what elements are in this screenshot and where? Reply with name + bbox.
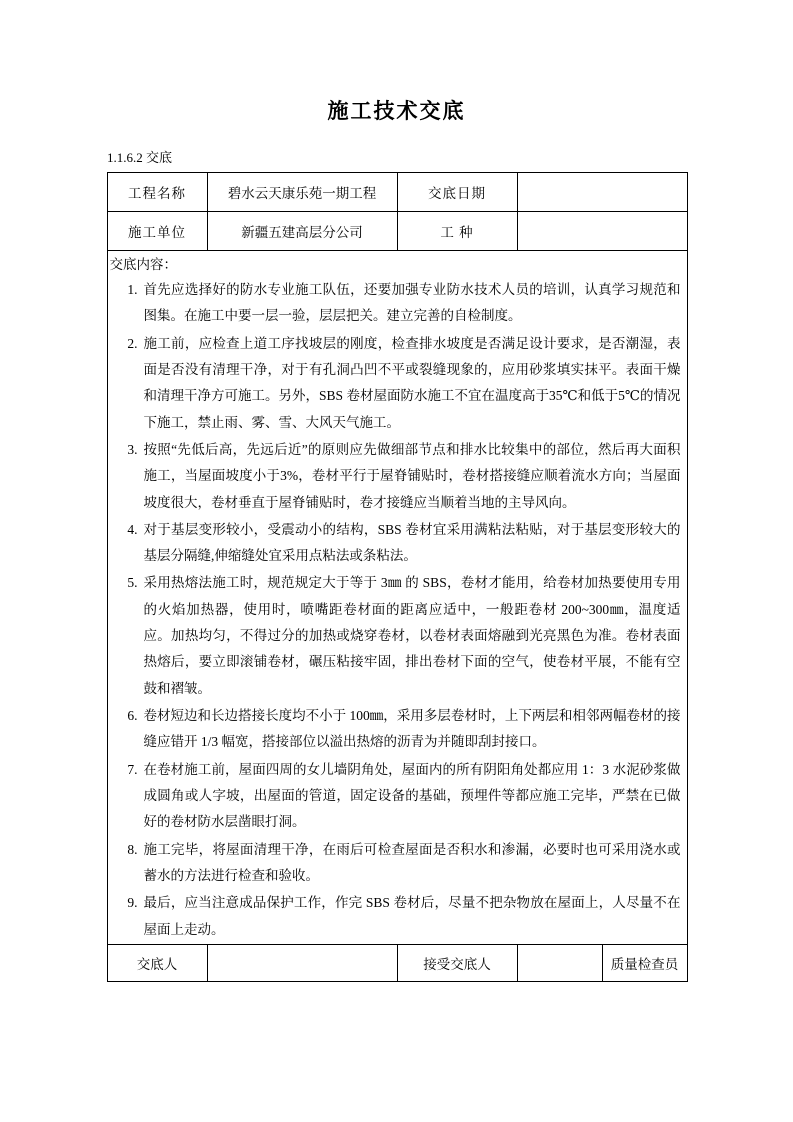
list-item-text: 在卷材施工前，屋面四周的女儿墙阴角处，屋面内的所有阴阳角处都应用 1：3 水泥砂浆做成圆角或人字坡，出屋面的管道，固定设备的基础，预埋件等都应施工完毕，严禁在已做好的卷材防水层凿眼打洞。	[143, 761, 681, 830]
value-briefer	[207, 944, 397, 981]
list-item-number: 3.	[127, 441, 138, 457]
list-item-number: 1.	[127, 282, 138, 297]
list-item-text: 首先应选择好的防水专业施工队伍，还要加强专业防水技术人员的培训，认真学习规范和图集。在施工中要一层一验，层层把关。建立完善的自检制度。	[143, 282, 681, 324]
list-item	[127, 837, 681, 890]
list-item	[127, 331, 681, 436]
label-briefing-date: 交底日期	[397, 173, 517, 212]
list-item	[127, 570, 681, 702]
label-quality-inspector: 质量检查员	[602, 944, 687, 981]
list-item-number: 8.	[127, 841, 138, 857]
list-item-text: 按照“先低后高，先远后近”的原则应先做细部节点和排水比较集中的部位，然后再大面积施工，当屋面坡度小于3%，卷材平行于屋脊铺贴时，卷材搭接缝应顺着流水方向；当屋面坡度很大，卷材垂直于屋脊铺贴时，卷才接缝应当顺着当地的主导风向。	[143, 441, 681, 510]
value-project-name: 碧水云天康乐苑一期工程	[207, 173, 397, 212]
list-item-text: 最后，应当注意成品保护工作，作完 SBS 卷材后，尽量不把杂物放在屋面上，人尽量不在屋面上走动。	[143, 895, 681, 937]
main-table	[107, 172, 688, 982]
label-receiver: 接受交底人	[397, 944, 517, 981]
list-item-number: 2.	[127, 335, 138, 351]
list-item	[127, 437, 681, 516]
list-item	[127, 517, 681, 570]
label-work-type: 工 种	[397, 212, 517, 251]
label-project-name: 工程名称	[107, 173, 207, 212]
list-item-text: 施工前，应检查上道工序找坡层的刚度，检查排水坡度是否满足设计要求，是否潮湿，表面是否没有清理干净，对于有孔洞凸凹不平或裂缝现象的，应用砂浆填实抹平。表面干燥和清理干净方可施工。另外，SBS 卷材屋面防水施工不宜在温度高于35℃和低于5℃的情况下施工，禁止雨、雾、雪、大风天气施工。	[143, 335, 681, 430]
list-item	[127, 277, 681, 330]
value-work-type	[517, 212, 687, 251]
label-construction-unit: 施工单位	[107, 212, 207, 251]
list-item-number: 5.	[127, 575, 138, 591]
label-briefer: 交底人	[107, 944, 207, 981]
table-row-signatures	[107, 944, 687, 981]
section-label: 1.1.6.2 交底	[107, 150, 173, 165]
content-cell	[107, 251, 687, 945]
list-item-text: 卷材短边和长边搭接长度均不小于 100㎜，采用多层卷材时，上下两层和相邻两幅卷材的接缝应错开 1/3 幅宽，搭接部位以溢出热熔的沥青为并随即刮封接口。	[143, 708, 681, 750]
value-receiver	[517, 944, 602, 981]
list-item	[127, 757, 681, 836]
list-item-number: 7.	[127, 761, 138, 777]
list-item	[127, 703, 681, 756]
page-title: 施工技术交底	[327, 100, 466, 123]
list-item-text: 对于基层变形较小，受震动小的结构，SBS 卷材宜采用满粘法粘贴，对于基层变形较大的基层分隔缝,伸缩缝处宜采用点粘法或条粘法。	[143, 521, 681, 564]
content-heading: 交底内容：	[109, 257, 177, 272]
table-row-unit	[107, 212, 687, 251]
list-item-text: 采用热熔法施工时，规范规定大于等于 3㎜ 的 SBS，卷材才能用，给卷材加热要使用专用的火焰加热器，使用时，喷嘴距卷材面的距离应适中，一般距卷材 200~300㎜，温度适应。加热均匀，不得过分的加热或烧穿卷材，以卷材表面熔融到光亮黑色为准。卷材表面热熔后，要立即滚铺卷材，碾压粘接牢固，排出卷材下面的空气，使卷材平展，不能有空鼓和褶皱。	[143, 575, 681, 696]
value-construction-unit: 新疆五建高层分公司	[207, 212, 397, 251]
list-item-number: 6.	[127, 708, 138, 723]
list-item-number: 4.	[127, 521, 138, 537]
table-row-content	[107, 251, 687, 945]
list-item-text: 施工完毕，将屋面清理干净，在雨后可检查屋面是否积水和渗漏，必要时也可采用浇水或蓄水的方法进行检查和验收。	[143, 841, 681, 883]
list-item-number: 9.	[127, 895, 138, 911]
main-table-wrapper	[107, 172, 687, 982]
value-briefing-date	[517, 173, 687, 212]
list-item	[127, 890, 681, 943]
table-row-project	[107, 173, 687, 212]
content-list	[108, 277, 687, 943]
